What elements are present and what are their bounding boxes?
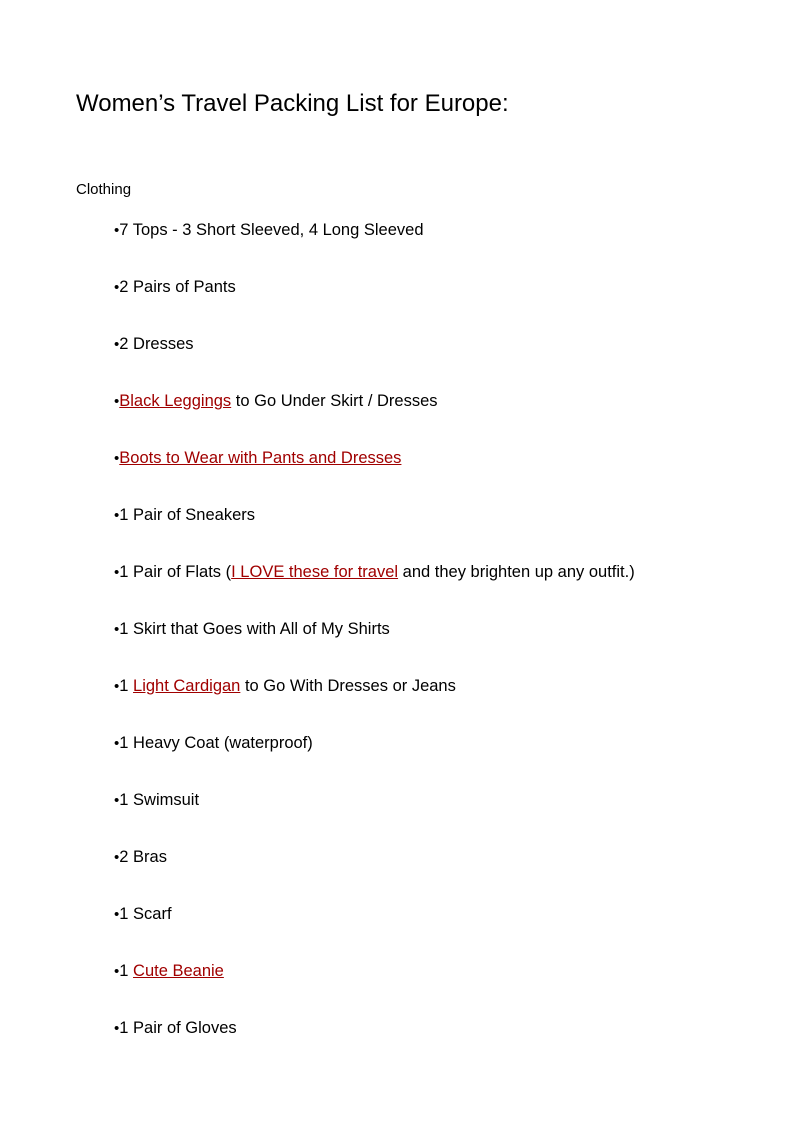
- list-item-link[interactable]: Boots to Wear with Pants and Dresses: [119, 449, 402, 467]
- bullet-icon: •: [114, 507, 120, 524]
- list-item-text: 1 Swimsuit: [119, 791, 200, 809]
- list-item-text: 1 Pair of Flats (: [119, 563, 232, 581]
- list-item: [114, 618, 635, 675]
- bullet-icon: •: [114, 735, 120, 752]
- list-item-text: 1 Pair of Gloves: [119, 1019, 237, 1037]
- list-item: [114, 561, 635, 618]
- bullet-icon: •: [114, 222, 120, 239]
- page-title: Women’s Travel Packing List for Europe:: [76, 90, 509, 117]
- list-item: [114, 219, 635, 276]
- bullet-icon: •: [114, 849, 120, 866]
- bullet-icon: •: [114, 393, 120, 410]
- bullet-icon: •: [114, 621, 120, 638]
- list-item-text-after-link: to Go Under Skirt / Dresses: [231, 392, 438, 410]
- list-item: [114, 1017, 635, 1074]
- list-item: [114, 960, 635, 1017]
- list-item-text: 7 Tops - 3 Short Sleeved, 4 Long Sleeved: [119, 221, 424, 239]
- list-item-text: 1: [119, 677, 134, 695]
- list-item: [114, 447, 635, 504]
- packing-list: [114, 219, 635, 1074]
- list-item: [114, 789, 635, 846]
- list-item-text: 2 Bras: [119, 848, 167, 866]
- list-item-text: 2 Pairs of Pants: [119, 278, 236, 296]
- bullet-icon: •: [114, 336, 120, 353]
- list-item: [114, 504, 635, 561]
- list-item-text: 1 Heavy Coat (waterproof): [119, 734, 313, 752]
- list-item-text: 1 Pair of Sneakers: [119, 506, 256, 524]
- list-item-text: 1 Skirt that Goes with All of My Shirts: [119, 620, 390, 638]
- list-item-text-after-link: and they brighten up any outfit.): [398, 563, 635, 581]
- list-item: [114, 846, 635, 903]
- list-item-text: 1: [119, 962, 134, 980]
- list-item-link[interactable]: Light Cardigan: [133, 677, 241, 695]
- list-item-text: 1 Scarf: [119, 905, 172, 923]
- list-item-text: 2 Dresses: [119, 335, 194, 353]
- bullet-icon: •: [114, 963, 120, 980]
- list-item-link[interactable]: I LOVE these for travel: [231, 563, 399, 581]
- list-item-link[interactable]: Black Leggings: [119, 392, 232, 410]
- list-item: [114, 675, 635, 732]
- list-item: [114, 732, 635, 789]
- list-item: [114, 390, 635, 447]
- list-item: [114, 333, 635, 390]
- bullet-icon: •: [114, 1020, 120, 1037]
- bullet-icon: •: [114, 279, 120, 296]
- list-item-link[interactable]: Cute Beanie: [133, 962, 224, 980]
- bullet-icon: •: [114, 678, 120, 695]
- bullet-icon: •: [114, 564, 120, 581]
- list-item: [114, 276, 635, 333]
- bullet-icon: •: [114, 792, 120, 809]
- bullet-icon: •: [114, 450, 120, 467]
- section-heading-clothing: Clothing: [76, 181, 132, 198]
- bullet-icon: •: [114, 906, 120, 923]
- list-item-text-after-link: to Go With Dresses or Jeans: [240, 677, 456, 695]
- list-item: [114, 903, 635, 960]
